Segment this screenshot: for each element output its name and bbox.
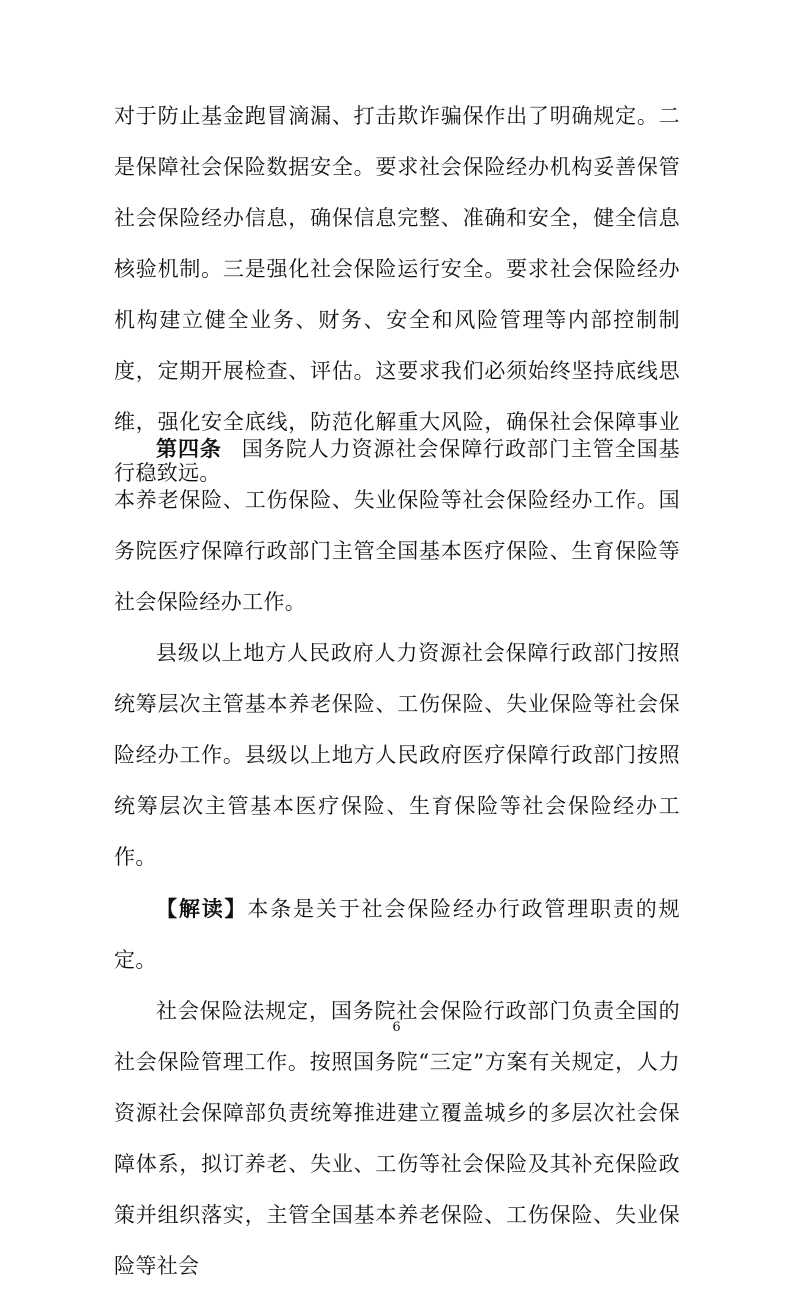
social-insurance-law-paragraph: 社会保险法规定，国务院社会保险行政部门负责全国的社会保险管理工作。按照国务院“三定”方案有关规定，人力资源社会保障部负责统筹推进建立覆盖城乡的多层次社会保障体系，拟订养老、失业、工伤等社会保险及其补充保险政策并组织落实，主管全国基本养老保险、工伤保险、失业保险等社会 bbox=[114, 999, 680, 1278]
interpretation-label: 【解读】 bbox=[156, 896, 248, 921]
article-heading: 第四条 bbox=[156, 436, 222, 461]
local-government-paragraph: 县级以上地方人民政府人力资源社会保障行政部门按照统筹层次主管基本养老保险、工伤保险、失业保险等社会保险经办工作。县级以上地方人民政府医疗保障行政部门按照统筹层次主管基本医疗保险、生育保险等社会保险经办工作。 bbox=[114, 641, 680, 869]
continued-paragraph: 对于防止基金跑冒滴漏、打击欺诈骗保作出了明确规定。二是保障社会保险数据安全。要求社会保险经办机构妥善保管社会保险经办信息，确保信息完整、准确和安全，健全信息核验机制。三是强化社会保险运行安全。要求社会保险经办机构建立健全业务、财务、安全和风险管理等内部控制制度，定期开展检查、评估。这要求我们必须始终坚持底线思维，强化安全底线，防范化解重大风险，确保社会保障事业行稳致远。 bbox=[114, 104, 680, 485]
lower-text-block bbox=[114, 423, 680, 1292]
interpretation-text: 本条是关于社会保险经办行政管理职责的规定。 bbox=[114, 897, 680, 972]
article-body: 国务院人力资源社会保障行政部门主管全国基本养老保险、工伤保险、失业保险等社会保险经办工作。国务院医疗保障行政部门主管全国基本医疗保险、生育保险等社会保险经办工作。 bbox=[114, 437, 680, 614]
article-paragraph bbox=[114, 423, 680, 628]
page-number: 6 bbox=[392, 1020, 401, 1035]
interpretation-paragraph bbox=[114, 883, 680, 986]
